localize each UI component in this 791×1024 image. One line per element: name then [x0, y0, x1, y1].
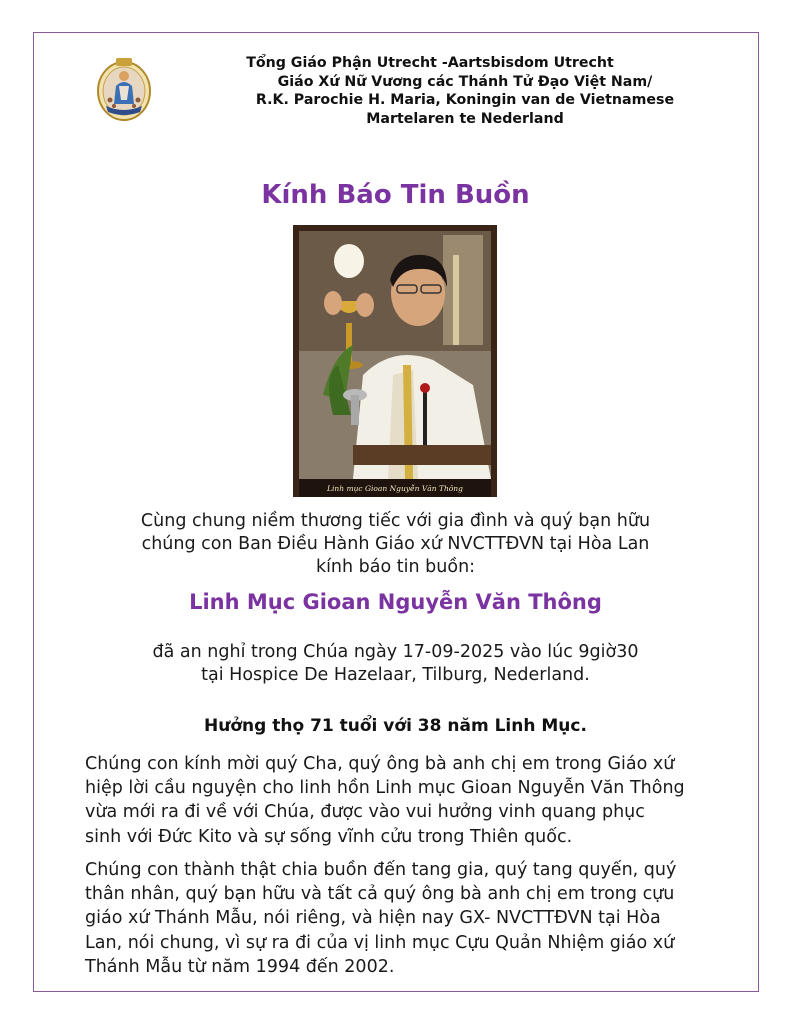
announcement-line-3: kính báo tin buồn:: [315, 557, 476, 577]
page-title: Kính Báo Tin Buồn: [261, 180, 530, 210]
announcement-line-1: Cùng chung niềm thương tiếc với gia đình và quý bạn hữu: [140, 511, 651, 531]
passing-line-1: đã an nghỉ trong Chúa ngày 17-09-2025 vào lúc 9giờ30: [152, 642, 639, 662]
paragraph-line: vừa mới ra đi về với Chúa, được vào vui hưởng vinh quang phục: [85, 802, 645, 823]
age-statement: Hưởng thọ 71 tuổi với 38 năm Linh Mục.: [204, 716, 587, 736]
deceased-name: Linh Mục Gioan Nguyễn Văn Thông: [189, 590, 602, 614]
announcement-line-2: chúng con Ban Điều Hành Giáo xứ NVCTTĐVN tại Hòa Lan: [141, 534, 650, 554]
photo-caption: Linh mục Gioan Nguyễn Văn Thông: [327, 484, 463, 493]
paragraph-line: giáo xứ Thánh Mẫu, nói riêng, và hiện nay GX- NVCTTĐVN tại Hòa: [85, 908, 661, 929]
header-line-3: R.K. Parochie H. Maria, Koningin van de Vietnamese: [255, 92, 675, 108]
paragraph-line: hiệp lời cầu nguyện cho linh hồn Linh mục Gioan Nguyễn Văn Thông: [85, 778, 685, 799]
paragraph-line: Lan, nói chung, vì sự ra đi của vị linh mục Cựu Quản Nhiệm giáo xứ: [85, 932, 675, 953]
paragraph-line: Chúng con thành thật chia buồn đến tang gia, quý tang quyến, quý: [85, 860, 677, 880]
priest-photo: [293, 225, 497, 497]
paragraph-line: thân nhân, quý bạn hữu và tất cả quý ông bà anh chị em trong cựu: [85, 884, 675, 905]
header-line-1: Tổng Giáo Phận Utrecht -Aartsbisdom Utrecht: [246, 55, 614, 71]
passing-line-2: tại Hospice De Hazelaar, Tilburg, Nederland.: [201, 665, 590, 685]
condolence-paragraph: [85, 858, 725, 979]
paragraph-line: Thánh Mẫu từ năm 1994 đến 2002.: [85, 956, 395, 977]
header-line-4: Martelaren te Nederland: [366, 110, 564, 127]
header-line-2: Giáo Xứ Nữ Vương các Thánh Tử Đạo Việt Nam/: [277, 73, 653, 90]
paragraph-line: Chúng con kính mời quý Cha, quý ông bà anh chị em trong Giáo xứ: [85, 754, 675, 774]
diocese-header: [215, 54, 715, 128]
prayer-paragraph: [85, 752, 725, 849]
parish-seal-logo: [96, 56, 152, 122]
paragraph-line: sinh với Đức Kito và sự sống vĩnh cửu trong Thiên quốc.: [85, 826, 573, 847]
